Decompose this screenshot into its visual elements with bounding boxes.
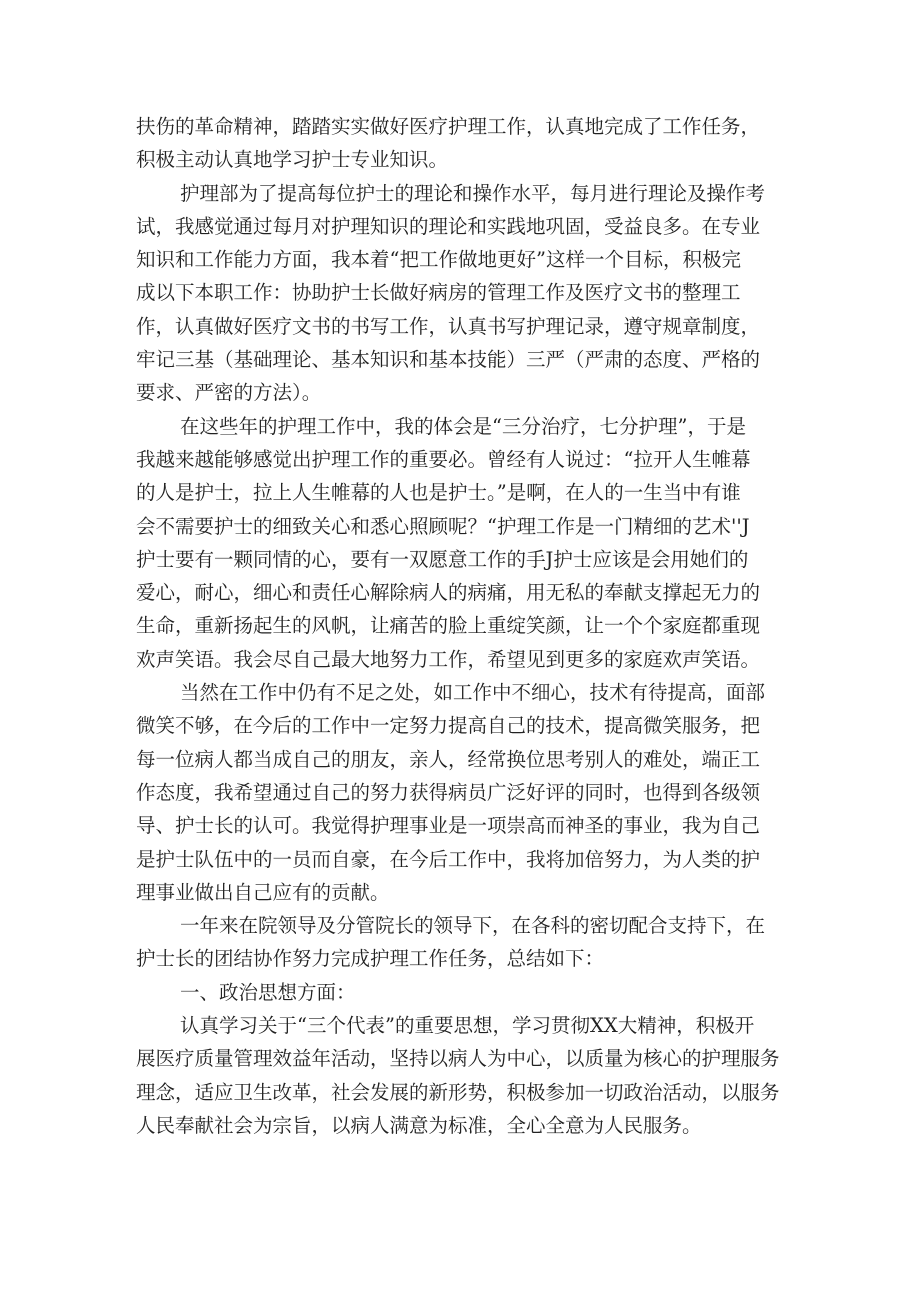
text-line: 护理部为了提高每位护士的理论和操作水平，每月进行理论及操作考 — [180, 181, 766, 205]
text-line: 要求、严密的方法）。 — [136, 381, 322, 405]
paragraph — [136, 410, 786, 676]
text-line: 的人是护士，拉上人生帷幕的人也是护士。”是啊，在人的一生当中有谁 — [136, 481, 741, 505]
text-line: 知识和工作能力方面，我本着“把工作做地更好”这样一个目标，积极完 — [136, 248, 741, 272]
text-line: 作，认真做好医疗文书的书写工作，认真书写护理记录，遵守规章制度， — [136, 314, 761, 338]
text-line: 护士要有一颗同情的心，要有一双愿意工作的手J护士应该是会用她们的 — [136, 547, 749, 571]
paragraph — [136, 909, 786, 976]
paragraph — [136, 676, 786, 909]
text-line: 生命，重新扬起生的风帆，让痛苦的脸上重绽笑颜，让一个个家庭都重现 — [136, 614, 761, 638]
text-line: 扶伤的革命精神，踏踏实实做好医疗护理工作，认真地完成了工作任务， — [136, 115, 761, 138]
text-line: 爱心，耐心，细心和责任心解除病人的病痛，用无私的奉献支撑起无力的 — [136, 581, 761, 605]
text-line: 我越来越能够感觉出护理工作的重要必。曾经有人说过：“拉开人生帷幕 — [136, 447, 751, 471]
text-line: 一年来在院领导及分管院长的领导下，在各科的密切配合支持下，在 — [180, 914, 766, 938]
paragraph — [136, 177, 786, 410]
text-line: 人民奉献社会为宗旨，以病人满意为标准，全心全意为人民服务。 — [136, 1113, 702, 1137]
text-line: 理念，适应卫生改革，社会发展的新形势，积极参加一切政治活动，以服务 — [136, 1080, 780, 1104]
paragraph — [136, 976, 786, 1009]
text-line: 一、政治思想方面： — [180, 980, 356, 1004]
document-body — [136, 110, 786, 1142]
text-line: 在这些年的护理工作中，我的体会是“三分治疗，七分护理”，于是 — [180, 414, 746, 438]
text-line: 认真学习关于“三个代表”的重要思想，学习贯彻XX大精神，积极开 — [180, 1014, 755, 1038]
text-line: 理事业做出自己应有的贡献。 — [136, 880, 390, 904]
paragraph — [136, 1009, 786, 1142]
text-line: 是护士队伍中的一员而自豪，在今后工作中，我将加倍努力，为人类的护 — [136, 847, 761, 871]
text-line: 试，我感觉通过每月对护理知识的理论和实践地巩固，受益良多。在专业 — [136, 214, 761, 238]
text-line: 积极主动认真地学习护士专业知识。 — [136, 148, 449, 172]
text-line: 欢声笑语。我会尽自己最大地努力工作，希望见到更多的家庭欢声笑语。 — [136, 647, 761, 671]
text-line: 微笑不够，在今后的工作中一定努力提高自己的技术，提高微笑服务，把 — [136, 714, 761, 738]
text-line: 每一位病人都当成自己的朋友，亲人，经常换位思考别人的难处，端正工 — [136, 747, 761, 771]
text-line: 作态度，我希望通过自己的努力获得病员广泛好评的同时，也得到各级领 — [136, 780, 761, 804]
paragraph — [136, 110, 786, 177]
text-line: 护士长的团结协作努力完成护理工作任务，总结如下： — [136, 947, 605, 971]
text-line: 会不需要护士的细致关心和悉心照顾呢？“护理工作是一门精细的艺术''J — [136, 514, 750, 538]
text-line: 展医疗质量管理效益年活动，坚持以病人为中心，以质量为核心的护理服务 — [136, 1047, 780, 1071]
text-line: 成以下本职工作：协助护士长做好病房的管理工作及医疗文书的整理工 — [136, 281, 741, 305]
text-line: 导、护士长的认可。我觉得护理事业是一项崇高而神圣的事业，我为自己 — [136, 814, 761, 838]
text-line: 当然在工作中仍有不足之处，如工作中不细心，技术有待提高，面部 — [180, 681, 766, 705]
text-line: 牢记三基（基础理论、基本知识和基本技能）三严（严肃的态度、严格的 — [136, 348, 761, 372]
